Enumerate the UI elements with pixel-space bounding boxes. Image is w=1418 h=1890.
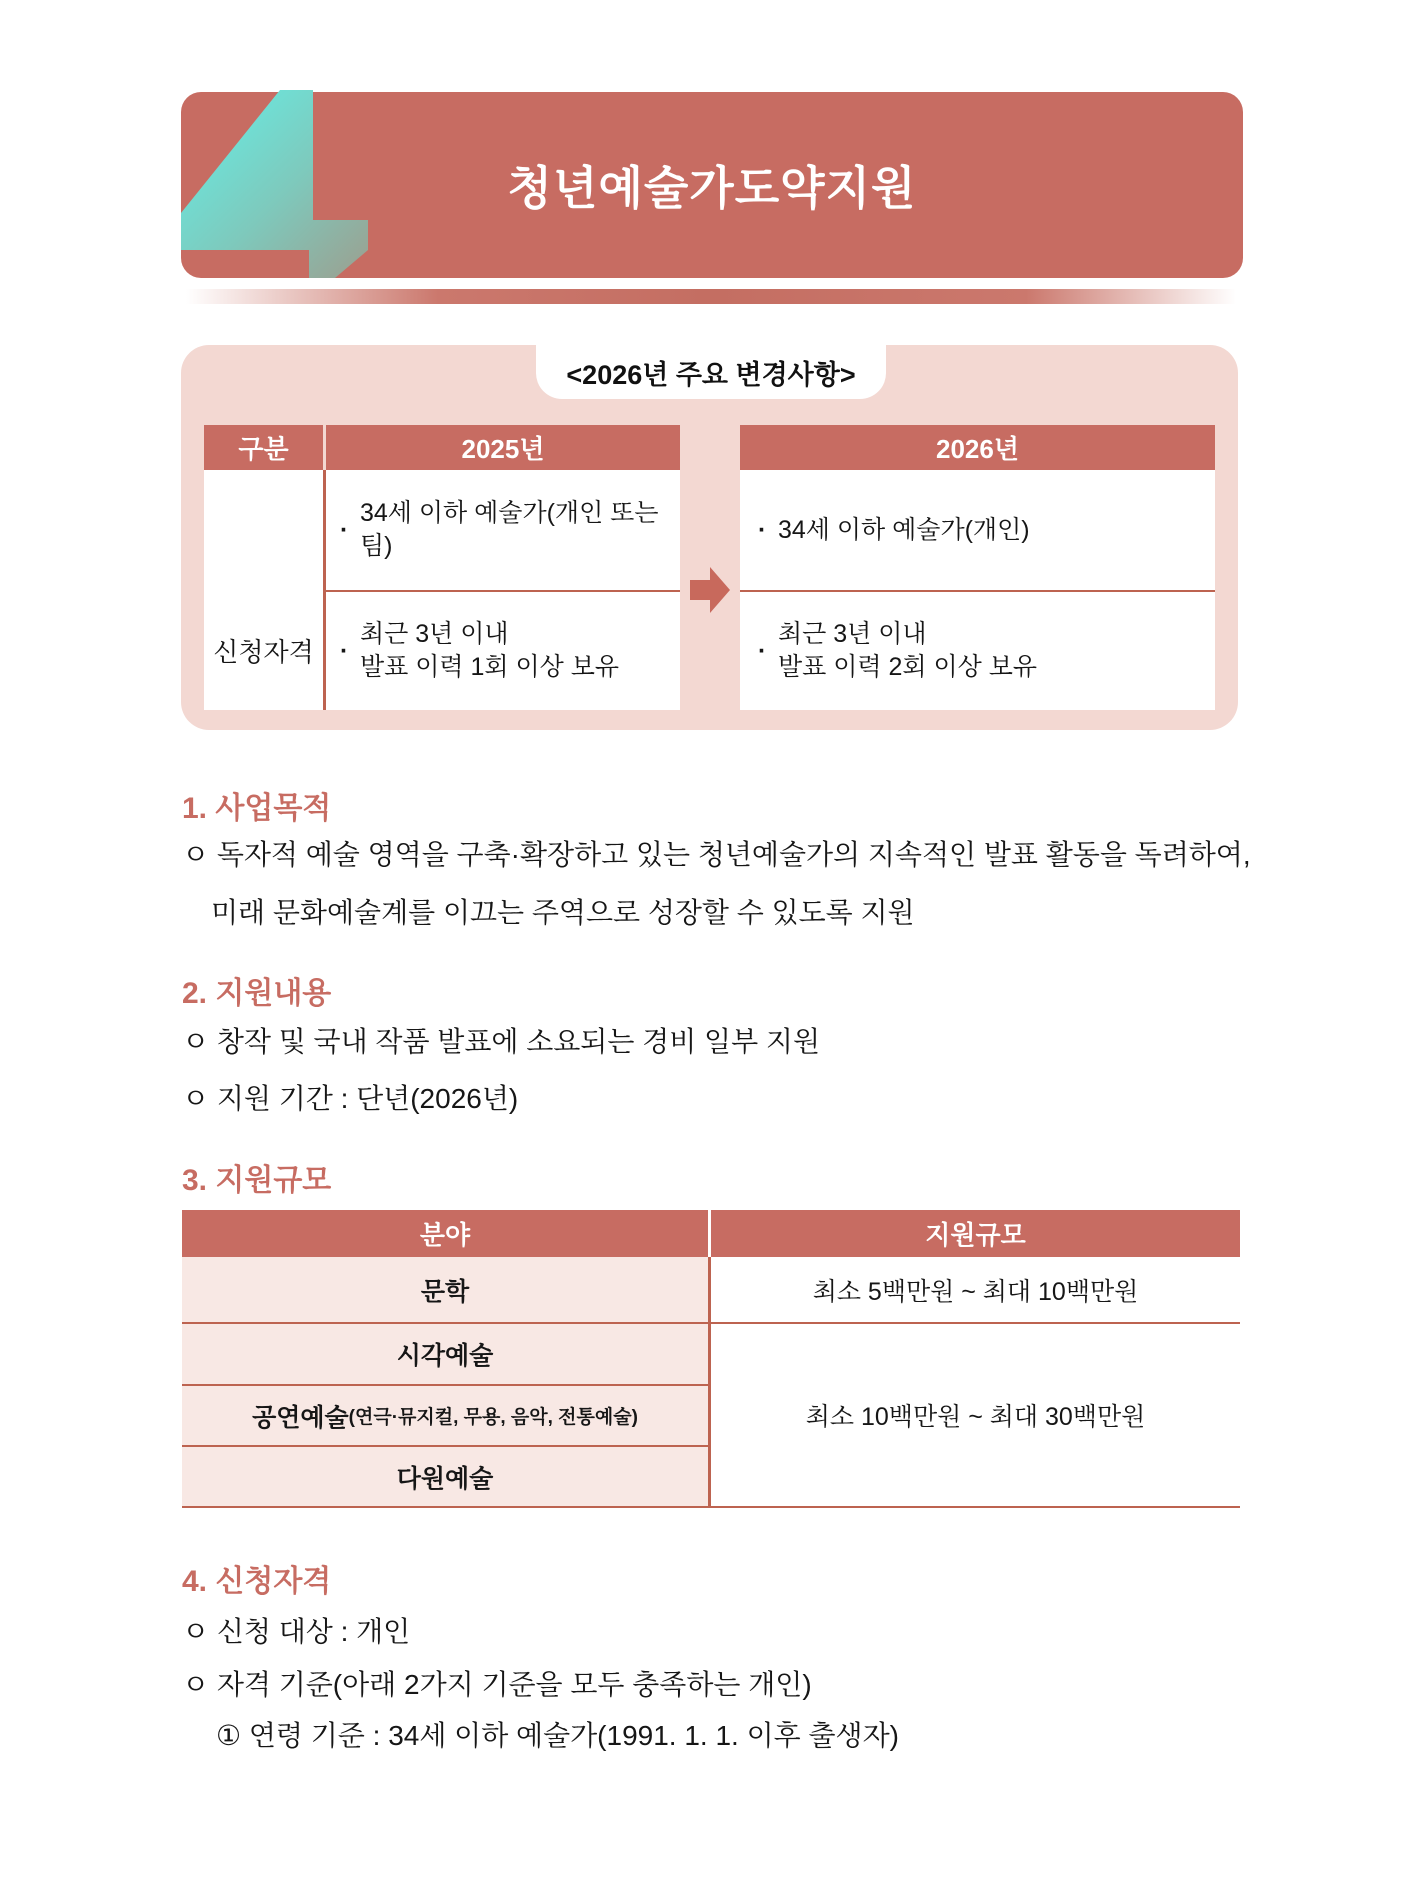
gradient-divider <box>186 289 1236 304</box>
bullet-icon: · <box>758 636 767 665</box>
content-line-1: ㅇ 창작 및 국내 작품 발표에 소요되는 경비 일부 지원 <box>182 1026 821 1057</box>
section-heading-scale: 3. 지원규모 <box>182 1164 332 1197</box>
support-table-bottom-line <box>182 1506 1240 1508</box>
cell-text-line1: 최근 3년 이내 <box>778 620 927 648</box>
left-table-header-2025: 2025년 <box>326 425 680 470</box>
support-table-row-performing-arts <box>182 1386 708 1445</box>
support-table-header-field: 분야 <box>182 1210 708 1257</box>
cell-text-line2: 발표 이력 2회 이상 보유 <box>778 653 1038 681</box>
support-table-row-literature <box>182 1257 708 1322</box>
left-table-cell-2025-row2 <box>340 592 680 710</box>
field-name: 시각예술 <box>396 1342 494 1370</box>
left-table-header-gubun: 구분 <box>204 425 323 470</box>
right-table-cell-2026-row1 <box>758 470 1198 590</box>
left-table-cell-2025-row1 <box>340 470 680 590</box>
row-group-label: 신청자격 <box>213 636 314 667</box>
field-name: 다원예술 <box>396 1464 494 1493</box>
field-name-suffix: (연극·뮤지컬, 무용, 음악, 전통예술) <box>348 1407 638 1428</box>
eligibility-line-1: ㅇ 신청 대상 : 개인 <box>182 1616 411 1647</box>
support-table-row-line-3 <box>182 1445 708 1447</box>
right-table-cell-2026-row2 <box>758 592 1198 710</box>
content-line-2: ㅇ 지원 기간 : 단년(2026년) <box>182 1083 519 1114</box>
purpose-line-2: 미래 문화예술계를 이끄는 주역으로 성장할 수 있도록 지원 <box>211 897 915 928</box>
change-panel-label: <2026년 주요 변경사항> <box>536 345 886 399</box>
page-title: 청년예술가도약지원 <box>507 162 917 214</box>
right-table-header-2026: 2026년 <box>740 425 1215 470</box>
bullet-icon: · <box>758 515 767 544</box>
support-table-column-divider <box>708 1257 711 1506</box>
cell-text-line1: 최근 3년 이내 <box>360 620 509 648</box>
section-heading-content: 2. 지원내용 <box>182 977 332 1010</box>
eligibility-line-2: ㅇ 자격 기준(아래 2가지 기준을 모두 충족하는 개인) <box>182 1669 812 1700</box>
cell-text-line2: 발표 이력 1회 이상 보유 <box>360 653 620 681</box>
bullet-icon: · <box>340 636 349 665</box>
support-table-row-multidisciplinary <box>182 1447 708 1506</box>
purpose-line-1: ㅇ 독자적 예술 영역을 구축·확장하고 있는 청년예술가의 지속적인 발표 활동을 독려하여, <box>182 839 1251 870</box>
support-table-header-scale: 지원규모 <box>711 1210 1240 1257</box>
cell-text: 34세 이하 예술가(개인) <box>778 515 1030 544</box>
section-heading-eligibility: 4. 신청자격 <box>182 1565 332 1598</box>
support-table-row-line-2 <box>182 1384 708 1386</box>
section-heading-purpose: 1. 사업목적 <box>182 792 332 825</box>
cell-text: 34세 이하 예술가(개인 또는 팀) <box>360 499 659 560</box>
support-table-value-merged: 최소 10백만원 ~ 최대 30백만원 <box>711 1324 1240 1506</box>
field-name: 문학 <box>420 1277 470 1306</box>
right-block-arrow-icon <box>690 567 730 613</box>
bullet-icon: · <box>340 515 349 544</box>
field-name: 공연예술 <box>252 1403 349 1432</box>
support-table-row-line-1 <box>182 1322 1240 1324</box>
number-4-icon <box>175 85 375 285</box>
eligibility-line-3: ① 연령 기준 : 34세 이하 예술가(1991. 1. 1. 이후 출생자) <box>216 1720 899 1751</box>
support-table-value-first: 최소 5백만원 ~ 최대 10백만원 <box>711 1257 1240 1322</box>
support-table-row-visual-arts <box>182 1324 708 1384</box>
